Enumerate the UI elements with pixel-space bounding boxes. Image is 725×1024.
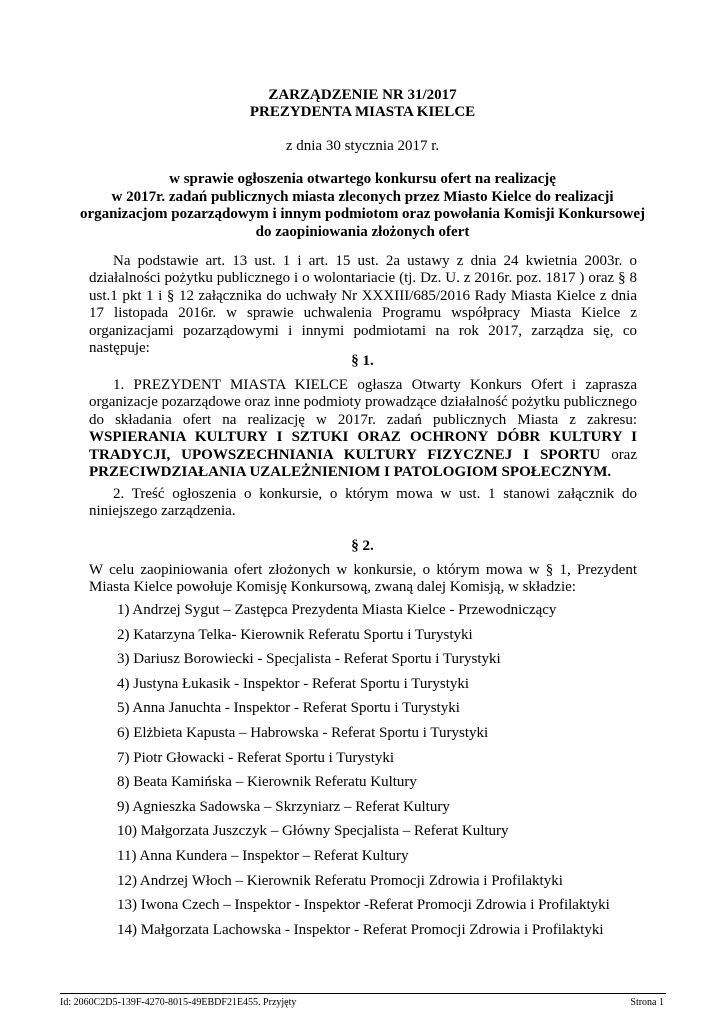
document-title: ZARZĄDZENIE NR 31/2017	[268, 87, 457, 103]
intro-paragraph	[89, 253, 637, 357]
list-item: 4) Justyna Łukasik - Inspektor - Referat Sportu i Turystyki	[117, 675, 470, 692]
list-item: 6) Elżbieta Kapusta – Habrowska - Referat Sportu i Turystyki	[117, 724, 489, 741]
list-item: 10) Małgorzata Juszczyk – Główny Specjalista – Referat Kultury	[117, 823, 509, 840]
paragraph-bold-scope-2: PRZECIWDZIAŁANIA UZALEŻNIENIOM I PATOLOGIOM SPOŁECZNYM.	[89, 464, 612, 481]
list-item: 7) Piotr Głowacki - Referat Sportu i Turystyki	[117, 749, 395, 766]
section-1-heading: § 1.	[351, 353, 374, 369]
list-item: 5) Anna Januchta - Inspektor - Referat Sportu i Turystyki	[117, 700, 460, 717]
list-item: 11) Anna Kundera – Inspektor – Referat Kultury	[117, 847, 409, 864]
list-item: 13) Iwona Czech – Inspektor - Inspektor -Referat Promocji Zdrowia i Profilaktyki	[117, 897, 610, 914]
list-item: 14) Małgorzata Lachowska - Inspektor - Referat Promocji Zdrowia i Profilaktyki	[117, 921, 604, 938]
document-subject	[60, 171, 665, 241]
section-1-paragraph-1	[89, 377, 637, 481]
commission-members-list	[117, 601, 677, 945]
subject-line: do zaopiniowania złożonych ofert	[255, 223, 470, 240]
paragraph-bold-scope: WSPIERANIA KULTURY I SZTUKI ORAZ OCHRONY DÓBR KULTURY I TRADYCJI, UPOWSZECHNIANIA KULTURY FIZYCZNEJ I SPORTU	[89, 429, 637, 463]
section-2-heading: § 2.	[351, 538, 374, 554]
list-item: 2) Katarzyna Telka- Kierownik Referatu Sportu i Turystyki	[117, 626, 473, 643]
subject-line: organizacjom pozarządowym i innym podmiotom oraz powołania Komisji Konkursowej	[80, 206, 645, 223]
intro-text: Na podstawie art. 13 ust. 1 i art. 15 ust. 2a ustawy z dnia 24 kwietnia 2003r. o działalności pożytku publicznego i o wolontariacie (tj. Dz. U. z 2016r. poz. 1817 ) oraz § 8 ust.1 pkt 1 i § 12 załącznika do uchwały Nr XXXIII/685/2016 Rady Miasta Kielce z dnia 17 listopada 2016r. w sprawie uchwalenia Programu współpracy Miasta Kielce z organizacjami pozarządowymi i innymi podmiotami na rok 2017, zarządza się, co następuje:	[89, 253, 637, 357]
list-item: 12) Andrzej Włoch – Kierownik Referatu Promocji Zdrowia i Profilaktyki	[117, 872, 563, 889]
document-issuer: PREZYDENTA MIASTA KIELCE	[249, 104, 476, 120]
section-1-paragraph-2	[89, 486, 637, 521]
footer-divider	[60, 993, 666, 994]
document-id: Id: 2060C2D5-139F-4270-8015-49EBDF21E455. Przyjęty	[60, 997, 297, 1008]
paragraph-conjunction: oraz	[611, 446, 637, 463]
list-item: 9) Agnieszka Sadowska – Skrzyniarz – Referat Kultury	[117, 798, 450, 815]
section-2-paragraph: W celu zaopiniowania ofert złożonych w konkursie, o którym mowa w § 1, Prezydent Miasta Kielce powołuje Komisję Konkursową, zwaną dalej Komisją, w składzie:	[89, 562, 637, 596]
subject-line: w sprawie ogłoszenia otwartego konkursu ofert na realizację	[169, 171, 556, 187]
paragraph-text: 1. PREZYDENT MIASTA KIELCE ogłasza Otwarty Konkurs Ofert i zaprasza organizacje pozarządowe oraz inne podmioty prowadzące działalność pożytku publicznego do składania ofert na realizację w 2017r. zadań publicznych Miasta z zakresu:	[89, 377, 637, 428]
paragraph-text: 2. Treść ogłoszenia o konkursie, o którym mowa w ust. 1 stanowi załącznik do niniejszego zarządzenia.	[89, 486, 637, 520]
list-item: 8) Beata Kamińska – Kierownik Referatu Kultury	[117, 774, 417, 791]
subject-line: w 2017r. zadań publicznych miasta zleconych przez Miasto Kielce do realizacji	[111, 188, 614, 205]
list-item: 1) Andrzej Sygut – Zastępca Prezydenta Miasta Kielce - Przewodniczący	[117, 602, 557, 618]
page-number: Strona 1	[630, 997, 664, 1008]
document-date: z dnia 30 stycznia 2017 r.	[285, 138, 440, 154]
list-item: 3) Dariusz Borowiecki - Specjalista - Referat Sportu i Turystyki	[117, 651, 501, 668]
